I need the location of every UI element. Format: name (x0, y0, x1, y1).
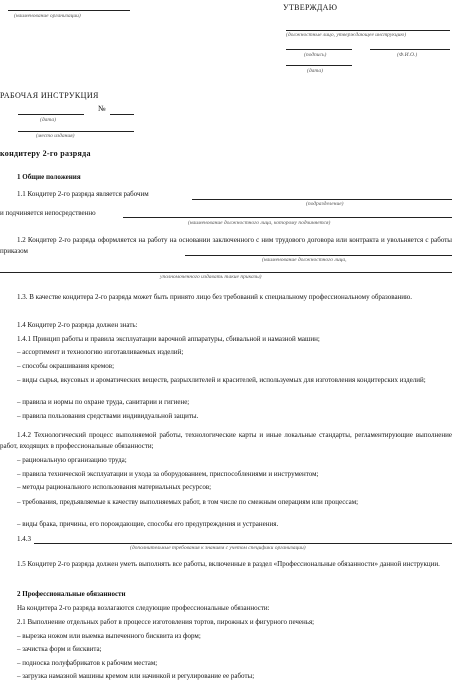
approver-position-line[interactable] (286, 30, 450, 31)
signature-line[interactable] (286, 49, 352, 50)
p1-2-text: 1.2 Кондитер 2-го разряда оформляется на работу на основании заключенного с ним трудового договора или контракта и увольняется с работы приказом (0, 236, 452, 255)
section-1-title: 1 Общие положения (17, 173, 81, 181)
org-name-line[interactable] (8, 10, 130, 11)
list-item: – рациональную организацию труда; (17, 456, 127, 464)
doc-place-caption: (место издания) (36, 133, 75, 139)
org-name-caption: (наименование организации) (14, 13, 81, 19)
extra-requirements-line[interactable] (34, 543, 452, 544)
order-official-line-2[interactable] (0, 272, 452, 273)
order-official-caption-1: (наименование должностного лица, (262, 257, 347, 263)
fio-line[interactable] (370, 49, 450, 50)
list-item: – методы рационального использования материальных ресурсов; (17, 483, 212, 491)
p2-1-text: 2.1 Выполнение отдельных работ в процессе изготовления тортов, пирожных и фигурного печенья; (17, 618, 315, 626)
order-official-line[interactable] (185, 255, 452, 256)
list-item: – ассортимент и технологию изготавливаемых изделий; (17, 348, 184, 356)
list-item: – правила и нормы по охране труда, санитарии и гигиене; (17, 398, 190, 406)
list-item: – правила технической эксплуатации и ухода за оборудованием, приспособлениями и инструментом; (17, 470, 319, 478)
doc-place-line[interactable] (18, 131, 134, 132)
p1-3-text: 1.3. В качестве кондитера 2-го разряда может быть принято лицо без требований к специальному профессиональному образованию. (17, 293, 413, 301)
order-official-caption-2: уполномоченного издавать такие приказы) (160, 274, 262, 280)
supervisor-caption: (наименование должностного лица, которому подчиняется) (188, 220, 331, 226)
approver-position-caption: (должностные лицо, утверждающее инструкцию) (286, 32, 407, 38)
doc-date-line[interactable] (18, 114, 84, 115)
dept-line[interactable] (192, 199, 452, 200)
list-item: – виды сырья, вкусовых и ароматических веществ, разрыхлителей и красителей, используемых для изготовления кондитерских изделий; (17, 376, 426, 384)
fio-caption: (Ф.И.О.) (397, 52, 418, 58)
p1-5-text: 1.5 Кондитер 2-го разряда должен уметь выполнять все работы, включенные в раздел «Профессиональные обязанности» данной инструкции. (17, 560, 440, 568)
doc-subject: кондитеру 2-го разряда (0, 149, 91, 158)
p1-1-text: 1.1 Кондитер 2-го разряда является рабочим (17, 190, 149, 198)
approve-title: УТВЕРЖДАЮ (283, 3, 338, 12)
list-item: – зачистка форм и бисквита; (17, 645, 102, 653)
p1-4-2-text: 1.4.2 Технологический процесс выполняемой работы, технологические карты и иные локальные стандарты, регламентирующие выполнение работ, входящих в профессиональные обязанности; (0, 431, 452, 450)
list-item: – способы окрашивания кремов; (17, 362, 115, 370)
p1-4-text: 1.4 Кондитер 2-го разряда должен знать: (17, 321, 138, 329)
approve-date-line[interactable] (286, 65, 352, 66)
supervisor-line[interactable] (123, 217, 452, 218)
doc-number-line[interactable] (110, 114, 134, 115)
list-item: – загрузка намазной машины кремом или начинкой и регулирование ее работы; (17, 672, 255, 680)
section-2-title: 2 Профессиональные обязанности (17, 590, 126, 598)
approve-date-caption: (дата) (307, 68, 323, 74)
extra-requirements-caption: (дополнительные требования к знаниям с учетом специфики организации) (130, 545, 306, 551)
list-item: – требования, предъявляемые к качеству выполняемых работ, в том числе по смежным операциям или процессам; (17, 498, 359, 506)
doc-type-title: РАБОЧАЯ ИНСТРУКЦИЯ (0, 91, 99, 100)
p2-intro-text: На кондитера 2-го разряда возлагаются следующие профессиональные обязанности: (17, 604, 270, 612)
number-sign: № (98, 104, 106, 113)
list-item: – правила пользования средствами индивидуальной защиты. (17, 412, 199, 420)
p1-1-sub-text: и подчиняется непосредственно (0, 209, 96, 217)
doc-date-caption: (дата) (40, 117, 56, 123)
p1-4-1-text: 1.4.1 Принцип работы и правила эксплуатации варочной аппаратуры, сбивальной и намазной машин; (17, 335, 320, 343)
signature-caption: (подпись) (304, 52, 327, 58)
dept-caption: (подразделение) (306, 201, 344, 207)
list-item: – вырезка ножом или выемка выпеченного бисквита из форм; (17, 632, 201, 640)
p1-4-3-text: 1.4.3 (17, 535, 31, 543)
list-item: – виды брака, причины, его порождающие, способы его предупреждения и устранения. (17, 520, 279, 528)
list-item: – подноска полуфабрикатов к рабочим местам; (17, 659, 158, 667)
